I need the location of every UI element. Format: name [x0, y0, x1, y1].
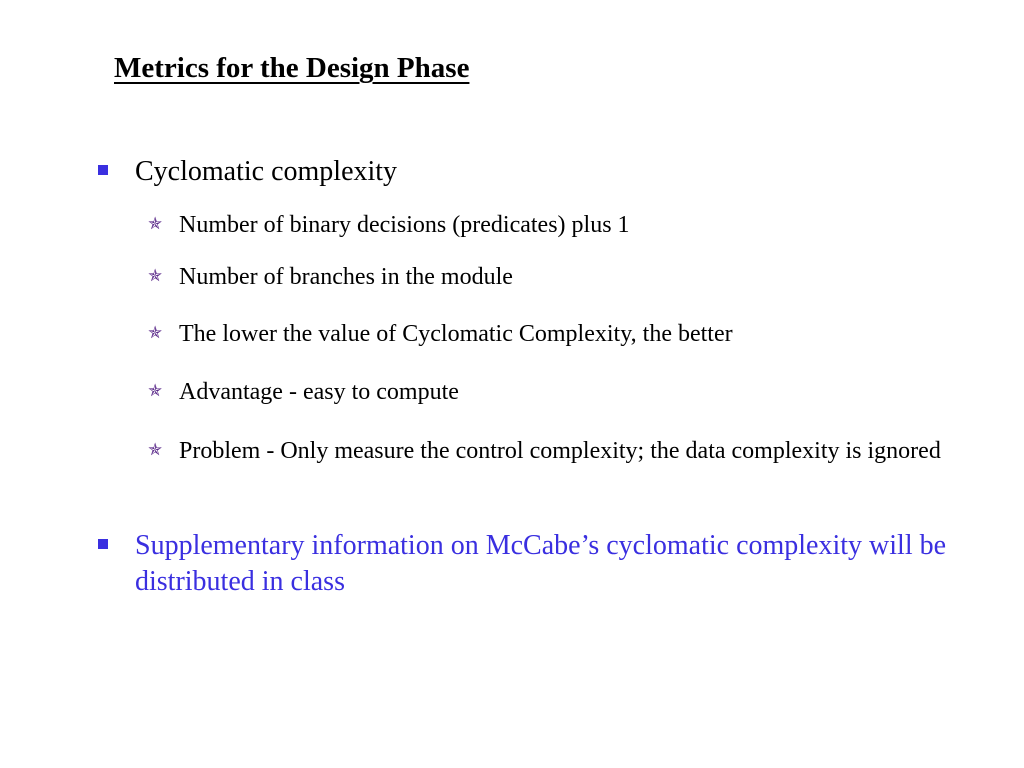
square-bullet-icon — [98, 539, 108, 549]
slide-title: Metrics for the Design Phase — [114, 52, 470, 84]
sub-bullet-text: Number of branches in the module — [179, 264, 513, 290]
star-bullet-icon: ✯ — [148, 266, 163, 286]
star-bullet-icon: ✯ — [148, 214, 163, 234]
star-bullet-icon: ✯ — [148, 381, 163, 401]
star-bullet-icon: ✯ — [148, 440, 163, 460]
sub-bullet-text: Number of binary decisions (predicates) plus 1 — [179, 212, 630, 238]
bullet-text: Supplementary information on McCabe’s cyclomatic complexity will be distributed in class — [135, 530, 947, 597]
star-bullet-icon: ✯ — [148, 323, 163, 343]
sub-bullet-text: Problem - Only measure the control complexity; the data complexity is ignored — [179, 438, 941, 464]
sub-bullet-text: The lower the value of Cyclomatic Complexity, the better — [179, 321, 733, 347]
bullet-text: Cyclomatic complexity — [135, 156, 398, 187]
sub-bullet-text: Advantage - easy to compute — [179, 379, 459, 405]
square-bullet-icon — [98, 165, 108, 175]
